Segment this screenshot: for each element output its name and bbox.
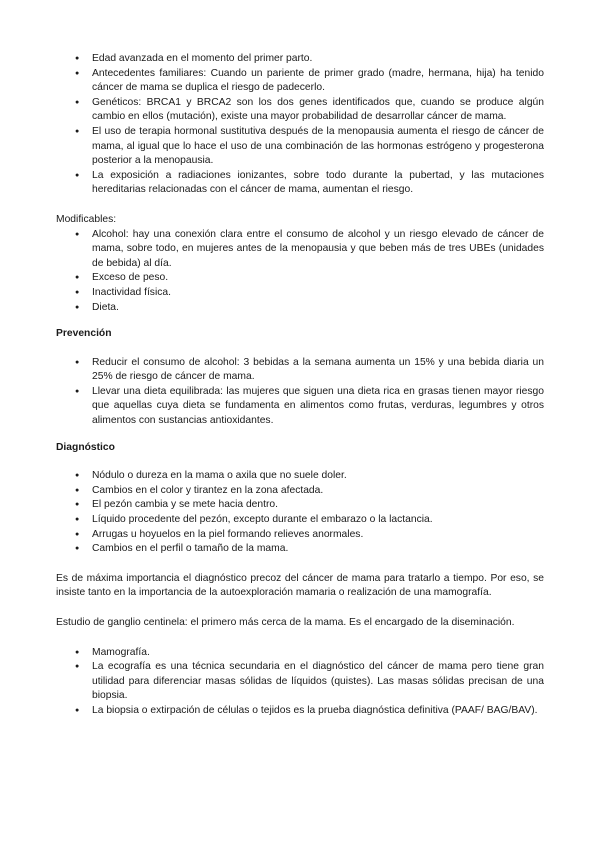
list-item: ● El uso de terapia hormonal sustitutiva después de la menopausia aumenta el riesgo de cáncer de mama, al igual que lo hace el uso de una combinación de las hormonas estrógeno y progesterona posterior a la menopausia. <box>56 125 544 169</box>
prevencion-heading: Prevención <box>56 328 112 340</box>
list-item: ● La ecografía es una técnica secundaria en el diagnóstico del cáncer de mama pero tiene gran utilidad para diferenciar masas sólidas de líquidos (quistes). Las masas sólidas precisan de una biopsia. <box>56 660 544 704</box>
paragraph-sentinel-node: Estudio de ganglio centinela: el primero más cerca de la mama. Es el encargado de la diseminación. <box>56 617 515 628</box>
list-item: ● Antecedentes familiares: Cuando un pariente de primer grado (madre, hermana, hija) ha tenido cáncer de mama se duplica el riesgo de padecerlo. <box>56 67 544 96</box>
list-item: ● Arrugas u hoyuelos en la piel formando relieves anormales. <box>56 528 544 543</box>
prevention-list <box>56 356 544 429</box>
list-item: ● Cambios en el perfil o tamaño de la mama. <box>56 542 544 557</box>
document-page <box>56 52 544 719</box>
modificables-label: Modificables: <box>56 213 117 225</box>
list-item: ● Alcohol: hay una conexión clara entre el consumo de alcohol y un riesgo elevado de cáncer de mama, sobre todo, en mujeres antes de la menopausia y que beben más de tres UBEs (unidades de bebida) al día. <box>56 228 544 272</box>
list-item: ● Reducir el consumo de alcohol: 3 bebidas a la semana aumenta un 15% y una bebida diaria un 25% de riesgo de cáncer de mama. <box>56 356 544 385</box>
list-item: ● Mamografía. <box>56 646 544 661</box>
list-item: ● La biopsia o extirpación de células o tejidos es la prueba diagnóstica definitiva (PAAF/ BAG/BAV). <box>56 704 544 719</box>
diagnostico-heading: Diagnóstico <box>56 441 115 453</box>
modifiable-factors-list <box>56 228 544 316</box>
list-item: ● Inactividad física. <box>56 286 544 301</box>
risk-factors-list <box>56 52 544 198</box>
list-item: ● La exposición a radiaciones ionizantes, sobre todo durante la pubertad, y las mutaciones hereditarias relacionadas con el cáncer de mama, aumentan el riesgo. <box>56 169 544 198</box>
list-item: ● Dieta. <box>56 301 544 316</box>
list-item: ● Líquido procedente del pezón, excepto durante el embarazo o la lactancia. <box>56 513 544 528</box>
list-item: ● Edad avanzada en el momento del primer parto. <box>56 52 544 67</box>
list-item: ● Exceso de peso. <box>56 271 544 286</box>
list-item: ● Cambios en el color y tirantez en la zona afectada. <box>56 484 544 499</box>
list-item: ● El pezón cambia y se mete hacia dentro. <box>56 498 544 513</box>
paragraph-early-diagnosis: Es de máxima importancia el diagnóstico precoz del cáncer de mama para tratarlo a tiempo. Por eso, se insiste tanto en la importancia de la autoexploración mamaria o realización de una mamografía. <box>56 572 544 599</box>
list-item: ● Llevar una dieta equilibrada: las mujeres que siguen una dieta rica en grasas tienen mayor riesgo que aquellas cuya dieta se fundamenta en alimentos como frutas, verduras, legumbres y otros alimentos con sustancias antioxidantes. <box>56 385 544 429</box>
list-item: ● Nódulo o dureza en la mama o axila que no suele doler. <box>56 469 544 484</box>
list-item: ● Genéticos: BRCA1 y BRCA2 son los dos genes identificados que, cuando se produce algún cambio en ellos (mutación), existe una mayor probabilidad de desarrollar cáncer de mama. <box>56 96 544 125</box>
symptoms-list <box>56 469 544 557</box>
diagnostic-tests-list <box>56 646 544 719</box>
